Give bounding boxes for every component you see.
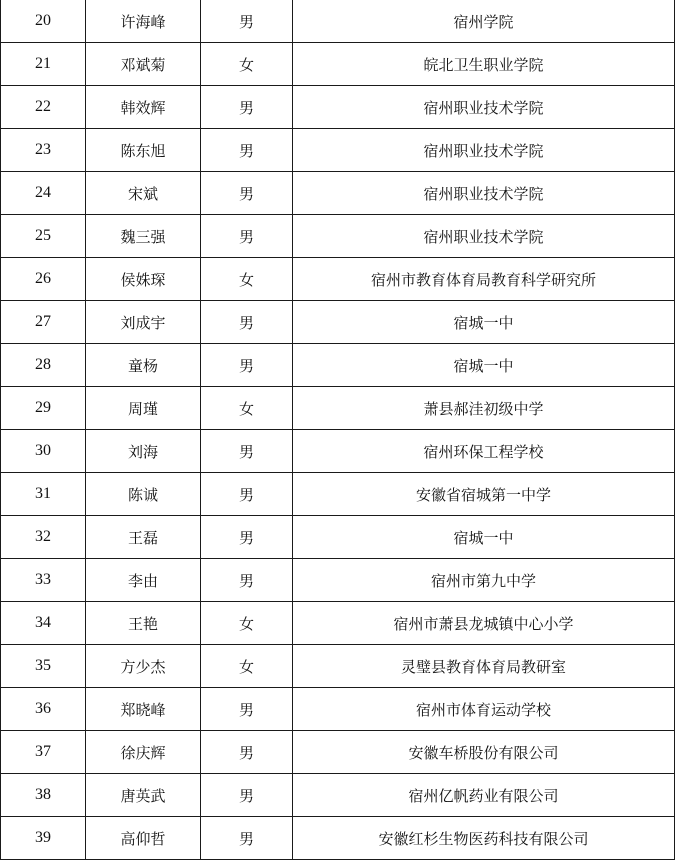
table-row: [1, 172, 675, 215]
table-row: [1, 301, 675, 344]
table-row: [1, 43, 675, 86]
name-cell: 唐英武: [86, 774, 201, 817]
name-cell: 郑晓峰: [86, 688, 201, 731]
unit-cell: 萧县郝洼初级中学: [293, 387, 675, 430]
roster-table-body: [1, 0, 675, 860]
unit-cell: 安徽省宿城第一中学: [293, 473, 675, 516]
unit-cell: 皖北卫生职业学院: [293, 43, 675, 86]
gender-cell: 男: [201, 129, 293, 172]
name-cell: 陈东旭: [86, 129, 201, 172]
unit-cell: 宿州职业技术学院: [293, 86, 675, 129]
row-number-cell: 21: [1, 43, 86, 86]
unit-cell: 安徽车桥股份有限公司: [293, 731, 675, 774]
name-cell: 周瑾: [86, 387, 201, 430]
table-row: [1, 430, 675, 473]
name-cell: 宋斌: [86, 172, 201, 215]
name-cell: 刘成宇: [86, 301, 201, 344]
name-cell: 许海峰: [86, 0, 201, 43]
row-number-cell: 26: [1, 258, 86, 301]
table-row: [1, 817, 675, 860]
name-cell: 刘海: [86, 430, 201, 473]
name-cell: 陈诚: [86, 473, 201, 516]
unit-cell: 安徽红杉生物医药科技有限公司: [293, 817, 675, 860]
unit-cell: 宿州学院: [293, 0, 675, 43]
name-cell: 童杨: [86, 344, 201, 387]
row-number-cell: 33: [1, 559, 86, 602]
row-number-cell: 39: [1, 817, 86, 860]
gender-cell: 女: [201, 43, 293, 86]
table-row: [1, 731, 675, 774]
name-cell: 韩效辉: [86, 86, 201, 129]
name-cell: 魏三强: [86, 215, 201, 258]
unit-cell: 宿州市第九中学: [293, 559, 675, 602]
table-row: [1, 0, 675, 43]
row-number-cell: 24: [1, 172, 86, 215]
table-row: [1, 645, 675, 688]
unit-cell: 宿州环保工程学校: [293, 430, 675, 473]
row-number-cell: 28: [1, 344, 86, 387]
gender-cell: 男: [201, 559, 293, 602]
row-number-cell: 25: [1, 215, 86, 258]
gender-cell: 男: [201, 0, 293, 43]
unit-cell: 宿城一中: [293, 516, 675, 559]
table-row: [1, 559, 675, 602]
table-row: [1, 215, 675, 258]
name-cell: 徐庆辉: [86, 731, 201, 774]
table-row: [1, 774, 675, 817]
row-number-cell: 32: [1, 516, 86, 559]
row-number-cell: 29: [1, 387, 86, 430]
unit-cell: 宿州职业技术学院: [293, 215, 675, 258]
gender-cell: 男: [201, 817, 293, 860]
unit-cell: 宿州市萧县龙城镇中心小学: [293, 602, 675, 645]
unit-cell: 宿城一中: [293, 301, 675, 344]
gender-cell: 男: [201, 344, 293, 387]
unit-cell: 宿州职业技术学院: [293, 172, 675, 215]
table-row: [1, 129, 675, 172]
name-cell: 王磊: [86, 516, 201, 559]
name-cell: 李由: [86, 559, 201, 602]
unit-cell: 宿州市体育运动学校: [293, 688, 675, 731]
row-number-cell: 31: [1, 473, 86, 516]
table-row: [1, 688, 675, 731]
row-number-cell: 36: [1, 688, 86, 731]
row-number-cell: 34: [1, 602, 86, 645]
gender-cell: 男: [201, 172, 293, 215]
table-row: [1, 387, 675, 430]
table-row: [1, 516, 675, 559]
name-cell: 邓斌菊: [86, 43, 201, 86]
name-cell: 王艳: [86, 602, 201, 645]
unit-cell: 灵璧县教育体育局教研室: [293, 645, 675, 688]
gender-cell: 男: [201, 215, 293, 258]
gender-cell: 男: [201, 688, 293, 731]
gender-cell: 女: [201, 387, 293, 430]
row-number-cell: 23: [1, 129, 86, 172]
name-cell: 方少杰: [86, 645, 201, 688]
table-row: [1, 602, 675, 645]
row-number-cell: 27: [1, 301, 86, 344]
name-cell: 高仰哲: [86, 817, 201, 860]
gender-cell: 女: [201, 258, 293, 301]
table-row: [1, 258, 675, 301]
gender-cell: 男: [201, 774, 293, 817]
gender-cell: 男: [201, 731, 293, 774]
gender-cell: 男: [201, 516, 293, 559]
gender-cell: 男: [201, 301, 293, 344]
name-cell: 侯姝琛: [86, 258, 201, 301]
row-number-cell: 35: [1, 645, 86, 688]
row-number-cell: 30: [1, 430, 86, 473]
row-number-cell: 38: [1, 774, 86, 817]
row-number-cell: 37: [1, 731, 86, 774]
table-row: [1, 86, 675, 129]
gender-cell: 女: [201, 645, 293, 688]
unit-cell: 宿州市教育体育局教育科学研究所: [293, 258, 675, 301]
gender-cell: 女: [201, 602, 293, 645]
table-row: [1, 344, 675, 387]
gender-cell: 男: [201, 86, 293, 129]
gender-cell: 男: [201, 430, 293, 473]
unit-cell: 宿州亿帆药业有限公司: [293, 774, 675, 817]
gender-cell: 男: [201, 473, 293, 516]
row-number-cell: 22: [1, 86, 86, 129]
unit-cell: 宿城一中: [293, 344, 675, 387]
table-row: [1, 473, 675, 516]
unit-cell: 宿州职业技术学院: [293, 129, 675, 172]
row-number-cell: 20: [1, 0, 86, 43]
